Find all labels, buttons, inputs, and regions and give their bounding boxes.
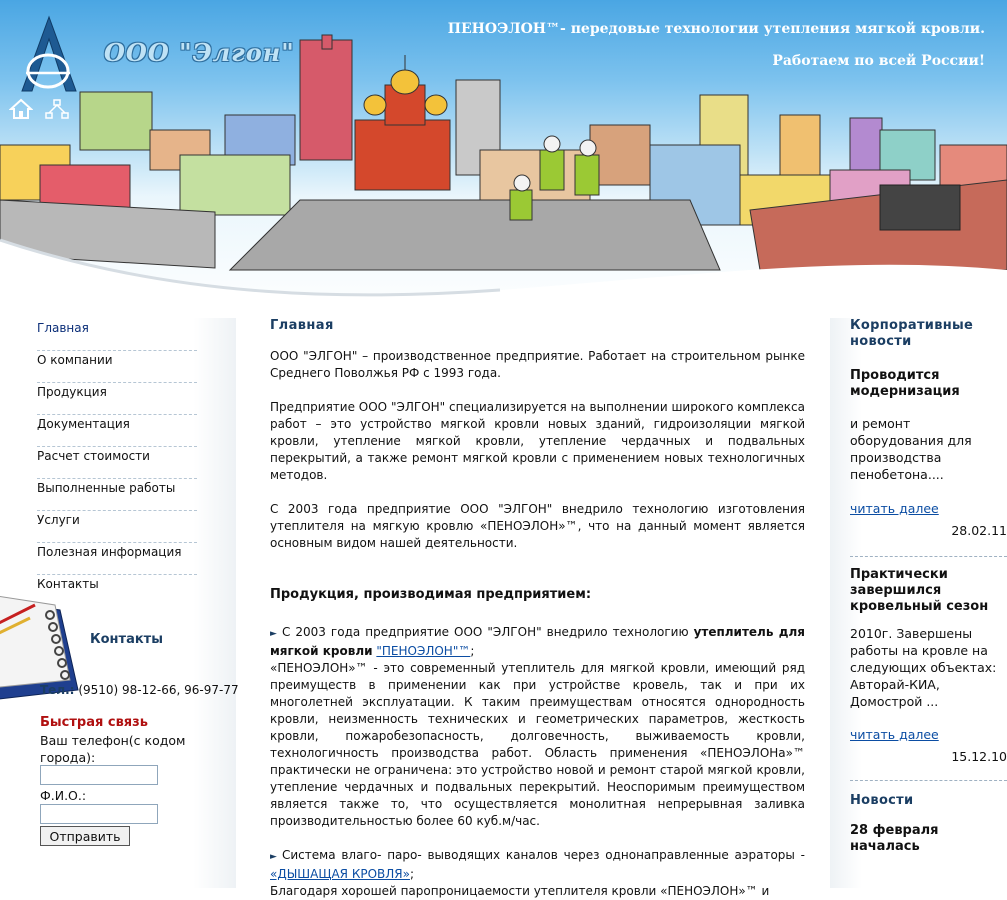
nav-link[interactable]: Полезная информация [37,545,182,559]
news-title: Новости [850,793,914,808]
sitemap-icon[interactable] [45,98,69,120]
home-icon[interactable] [9,98,33,120]
nav-item-services[interactable] [37,511,197,543]
contacts-title: Контакты [90,632,163,647]
phone-input[interactable] [40,765,158,785]
news-item-date: 28.02.11 [951,523,1007,538]
site-header [0,0,1007,318]
nav-item-documents[interactable] [37,415,197,447]
nav-link[interactable]: Продукция [37,385,107,399]
news-item-title: Практически завершился кровельный сезон [850,567,989,614]
company-name: ООО "Элгон" [104,38,295,67]
nav-item-about[interactable] [37,351,197,383]
product-item-breathing-roof: ► Система влаго- паро- выводящих каналов через однонаправленные аэраторы - «ДЫШАЩАЯ КРОВЛЯ»; Благодаря хорошей паропроницаемости утеплителя кровли «ПЕНОЭЛОН»™ и [270,848,805,898]
phone-number: (9510) 98-12-66, 96-97-77 [78,683,239,697]
header-slogan: Работаем по всей России! [772,53,985,69]
nav-link[interactable]: Услуги [37,513,80,527]
services-paragraph: Предприятие ООО "ЭЛГОН" специализируется на выполнении широкого комплекса работ – это устройство мягкой кровли новых зданий, гидроизоляции мягкой кровли, утепление мягкой кровли, утепление чердачных и подвальных перекрытий, а также ремонт мягкой кровли с применением новых технологичных методов. [270,400,805,482]
news-item-text: и ремонт оборудования для производства пенобетона.... [850,416,972,482]
nav-item-useful-info[interactable] [37,543,197,575]
read-more-link[interactable]: читать далее [850,727,939,742]
fio-field-label: Ф.И.О.: [40,788,87,803]
contact-phone [40,683,239,697]
company-logo [18,15,80,93]
main-nav [37,319,197,606]
products-heading: Продукция, производимая предприятием: [270,587,592,602]
nav-link[interactable]: О компании [37,353,113,367]
nav-item-home[interactable] [37,319,197,351]
nav-link[interactable]: Выполненные работы [37,481,176,495]
nav-link[interactable]: Контакты [37,577,99,591]
intro-paragraph: ООО "ЭЛГОН" – производственное предприятие. Работает на строительном рынке Среднего Поволжья РФ с 1993 года. [270,349,805,380]
nav-link[interactable]: Расчет стоимости [37,449,150,463]
breathing-roof-link[interactable]: «ДЫШАЩАЯ КРОВЛЯ» [270,867,410,881]
submit-button[interactable]: Отправить [40,826,130,846]
corporate-news-title: Корпоративные новости [850,318,974,349]
news-item-title: Проводится модернизация [850,368,960,399]
news-item-title: 28 февраля началась [850,823,939,854]
nav-item-pricing[interactable] [37,447,197,479]
nav-link[interactable]: Документация [37,417,130,431]
product-item-penoelon: ► С 2003 года предприятие ООО "ЭЛГОН" внедрило технологию утеплитель для мягкой кровли "ПЕНОЭЛОН"™; «ПЕНОЭЛОН»™ - это современный утеплитель для мягкой кровли, имеющий ряд преимуществ в применении как при устройстве кровель, так и при их многолетней эксплуатации. К таким преимуществам относятся однородность кровли, неизменность технических и геометрических параметров, жесткость кровли, пожаробезопасность, долговечность, выживаемость кровли, технологичность производства работ. Область применения «ПЕНОЭЛОНа»™ практически не ограничена: это устройство новой и ремонт старой мягкой кровли, утепление чердачных и подвальных перекрытий. Неоспоримым преимуществом является также то, что осуществляется монолитная непрерывная заливка производительностью более 60 куб.м/час. [270,625,805,828]
news-item-date: 15.12.10 [951,749,1007,764]
news-item-text: 2010г. Завершены работы на кровле на следующих объектах: Авторай-КИА, Домострой ... [850,626,997,709]
nav-item-products[interactable] [37,383,197,415]
nav-item-completed-works[interactable] [37,479,197,511]
nav-link[interactable]: Главная [37,321,89,335]
main-content [270,318,805,900]
bullet-icon: ► [270,852,277,862]
phone-field-label: Ваш телефон(с кодом города): [40,733,186,765]
page-title: Главная [270,318,334,333]
header-tagline: ПЕНОЭЛОН™- передовые технологии утепления мягкой кровли. [447,21,985,37]
bullet-icon: ► [270,629,277,639]
fio-input[interactable] [40,804,158,824]
quick-contact-title: Быстрая связь [40,715,148,730]
read-more-link[interactable]: читать далее [850,501,939,516]
news-sidebar [850,318,1007,855]
technology-paragraph: С 2003 года предприятие ООО "ЭЛГОН" внедрило технологию изготовления утеплителя на мягкую кровлю «ПЕНОЭЛОН»™, что на данный момент является основным видом нашей деятельности. [270,502,805,550]
penoelon-link[interactable]: "ПЕНОЭЛОН"™ [376,644,471,658]
phone-label: Тел.: [40,683,75,697]
